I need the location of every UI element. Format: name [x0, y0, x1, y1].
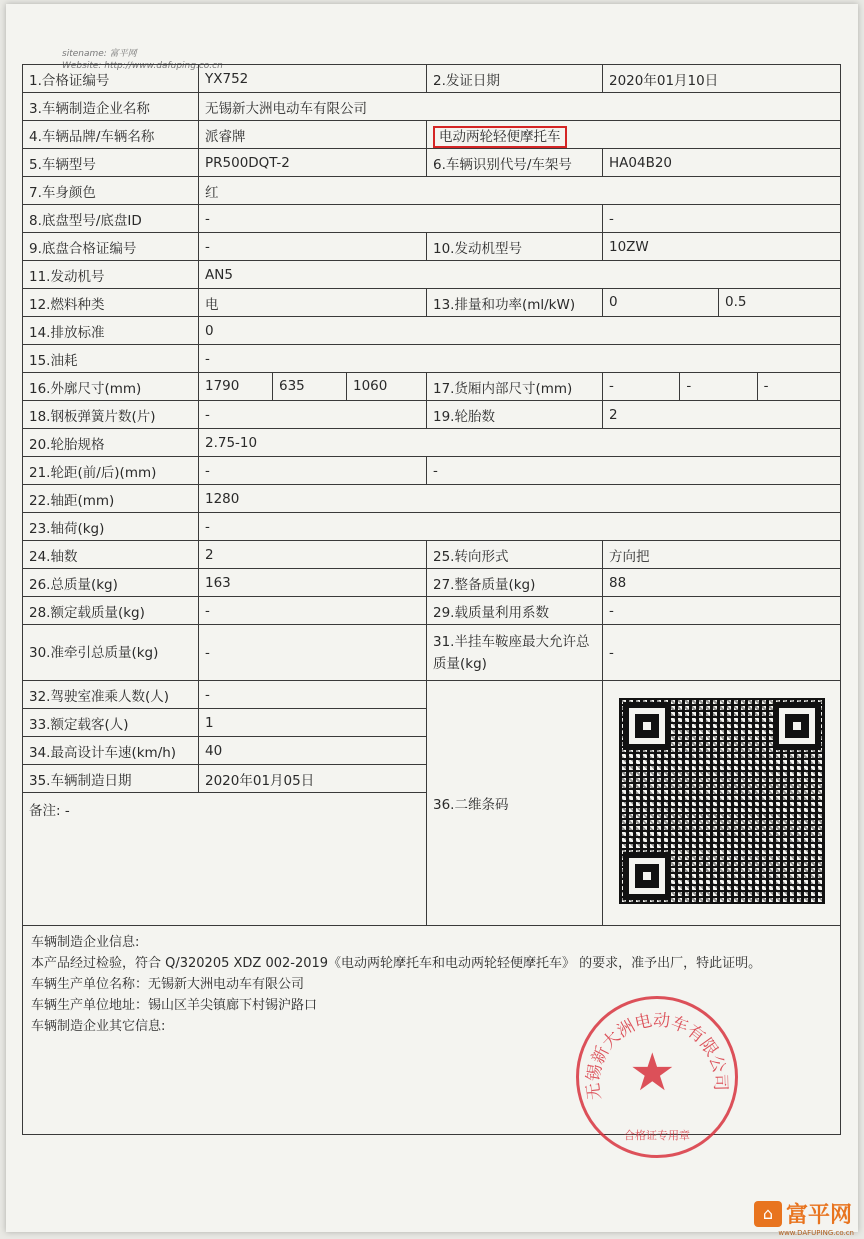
- field-label: 11.发动机号: [23, 261, 199, 289]
- table-row: [23, 429, 841, 457]
- table-row: [23, 513, 841, 541]
- field-label: 21.轮距(前/后)(mm): [23, 457, 199, 485]
- info-line: 车辆生产单位地址：锡山区羊尖镇廊下村锡沪路口: [31, 998, 318, 1013]
- field-value: 无锡新大洲电动车有限公司: [199, 93, 841, 121]
- field-label: 33.额定载客(人): [23, 709, 199, 737]
- svg-text:无锡新大洲电动车有限公司: 无锡新大洲电动车有限公司: [583, 1010, 731, 1101]
- field-value: HA04B20: [603, 149, 841, 177]
- field-label: 30.准牵引总质量(kg): [23, 625, 199, 681]
- field-value: 派睿牌: [199, 121, 427, 149]
- table-row: [23, 121, 841, 149]
- field-value: 电: [199, 289, 427, 317]
- field-label: 7.车身颜色: [23, 177, 199, 205]
- field-label: 10.发动机型号: [427, 233, 603, 261]
- table-row: [23, 625, 841, 681]
- field-value: 2: [199, 541, 427, 569]
- field-value: -: [199, 597, 427, 625]
- field-value: 40: [199, 737, 427, 765]
- vehicle-name-cell: [427, 121, 841, 149]
- table-row: [23, 373, 841, 401]
- table-row: [23, 485, 841, 513]
- field-label: 13.排量和功率(ml/kW): [427, 289, 603, 317]
- field-value: AN5: [199, 261, 841, 289]
- field-label: 26.总质量(kg): [23, 569, 199, 597]
- table-row: [23, 541, 841, 569]
- table-row: [23, 205, 841, 233]
- field-label: 27.整备质量(kg): [427, 569, 603, 597]
- field-label: 31.半挂车鞍座最大允许总质量(kg): [427, 625, 603, 681]
- field-value: -: [199, 205, 603, 233]
- top-watermark: sitename: 富平网 Website: http://www.dafuping.co.cn: [62, 49, 223, 71]
- site-logo: [754, 1198, 852, 1229]
- table-row: [23, 401, 841, 429]
- qr-cell: [603, 681, 841, 926]
- field-label: 2.发证日期: [427, 65, 603, 93]
- table-row: [23, 289, 841, 317]
- field-label: 14.排放标准: [23, 317, 199, 345]
- table-row: [23, 93, 841, 121]
- field-label: 8.底盘型号/底盘ID: [23, 205, 199, 233]
- table-row: [23, 597, 841, 625]
- field-label: 5.车辆型号: [23, 149, 199, 177]
- field-value: 2: [603, 401, 841, 429]
- field-label: 34.最高设计车速(km/h): [23, 737, 199, 765]
- company-seal: [576, 996, 738, 1158]
- cargo-height-value: -: [757, 373, 834, 400]
- field-value: 163: [199, 569, 427, 597]
- field-value: -: [199, 625, 427, 681]
- field-label: 15.油耗: [23, 345, 199, 373]
- power-value: 0.5: [718, 289, 834, 316]
- star-icon: ★: [629, 1043, 676, 1103]
- field-value: -: [603, 205, 841, 233]
- cargo-dimensions-cell: [603, 373, 841, 401]
- field-label: 29.载质量利用系数: [427, 597, 603, 625]
- field-value: 10ZW: [603, 233, 841, 261]
- table-row: [23, 149, 841, 177]
- table-row: [23, 681, 841, 709]
- outer-dimensions-cell: [199, 373, 427, 401]
- field-label: 12.燃料种类: [23, 289, 199, 317]
- field-label: 1.合格证编号: [23, 65, 199, 93]
- logo-text: 富平网: [785, 1203, 852, 1228]
- field-value: 2020年01月05日: [199, 765, 427, 793]
- field-value: 1: [199, 709, 427, 737]
- field-value: -: [199, 401, 427, 429]
- field-value: 2.75-10: [199, 429, 841, 457]
- field-label: 9.底盘合格证编号: [23, 233, 199, 261]
- cargo-width-value: -: [679, 373, 756, 400]
- field-label: 28.额定载质量(kg): [23, 597, 199, 625]
- field-label: 17.货厢内部尺寸(mm): [427, 373, 603, 401]
- field-value: 0: [199, 317, 841, 345]
- info-title: 车辆制造企业信息:: [31, 935, 140, 950]
- displacement-value: 0: [609, 294, 618, 310]
- field-label: 32.驾驶室准乘人数(人): [23, 681, 199, 709]
- table-row: [23, 65, 841, 93]
- cargo-length-value: -: [609, 378, 614, 394]
- table-row: [23, 233, 841, 261]
- field-value: 1280: [199, 485, 841, 513]
- table-row: [23, 457, 841, 485]
- table-row: [23, 177, 841, 205]
- field-value: 88: [603, 569, 841, 597]
- table-row: [23, 261, 841, 289]
- field-value: -: [427, 457, 841, 485]
- field-value: 红: [199, 177, 841, 205]
- field-value: -: [603, 625, 841, 681]
- length-value: 1790: [205, 378, 240, 394]
- field-value: 方向把: [603, 541, 841, 569]
- field-value: YX752: [199, 65, 427, 93]
- info-line: 车辆制造企业其它信息:: [31, 1019, 166, 1034]
- field-label: 25.转向形式: [427, 541, 603, 569]
- power-cell: [603, 289, 841, 317]
- qr-label: 36.二维条码: [427, 681, 603, 926]
- field-value: PR500DQT-2: [199, 149, 427, 177]
- field-label: 24.轴数: [23, 541, 199, 569]
- certificate-table: [22, 64, 841, 1135]
- table-row: [23, 569, 841, 597]
- field-value: -: [603, 597, 841, 625]
- info-line: 本产品经过检验，符合 Q/320205 XDZ 002-2019《电动两轮摩托车和电动两轮轻便摩托车》 的要求，准予出厂，特此证明。: [31, 956, 762, 971]
- field-value: -: [199, 681, 427, 709]
- info-line: 车辆生产单位名称：无锡新大洲电动车有限公司: [31, 977, 305, 992]
- field-label: 20.轮胎规格: [23, 429, 199, 457]
- field-label: 35.车辆制造日期: [23, 765, 199, 793]
- field-label: 6.车辆识别代号/车架号: [427, 149, 603, 177]
- logo-icon: ⌂: [754, 1201, 782, 1227]
- table-row: [23, 317, 841, 345]
- field-value: -: [199, 457, 427, 485]
- field-label: 19.轮胎数: [427, 401, 603, 429]
- field-value: -: [199, 233, 427, 261]
- field-label: 3.车辆制造企业名称: [23, 93, 199, 121]
- field-value: -: [199, 513, 841, 541]
- field-label: 18.钢板弹簧片数(片): [23, 401, 199, 429]
- field-label: 4.车辆品牌/车辆名称: [23, 121, 199, 149]
- height-value: 1060: [346, 373, 420, 400]
- field-label: 22.轴距(mm): [23, 485, 199, 513]
- width-value: 635: [272, 373, 346, 400]
- qr-code: [619, 698, 825, 904]
- logo-url: www.DAFUPING.co.cn: [778, 1229, 854, 1237]
- seal-bottom-text: 合格证专用章: [624, 1129, 690, 1142]
- remarks: 备注: -: [23, 793, 427, 926]
- table-row: [23, 345, 841, 373]
- field-label: 16.外廓尺寸(mm): [23, 373, 199, 401]
- field-value: -: [199, 345, 841, 373]
- field-label: 23.轴荷(kg): [23, 513, 199, 541]
- field-value: 2020年01月10日: [603, 65, 841, 93]
- highlighted-vehicle-name: 电动两轮轻便摩托车: [433, 126, 567, 148]
